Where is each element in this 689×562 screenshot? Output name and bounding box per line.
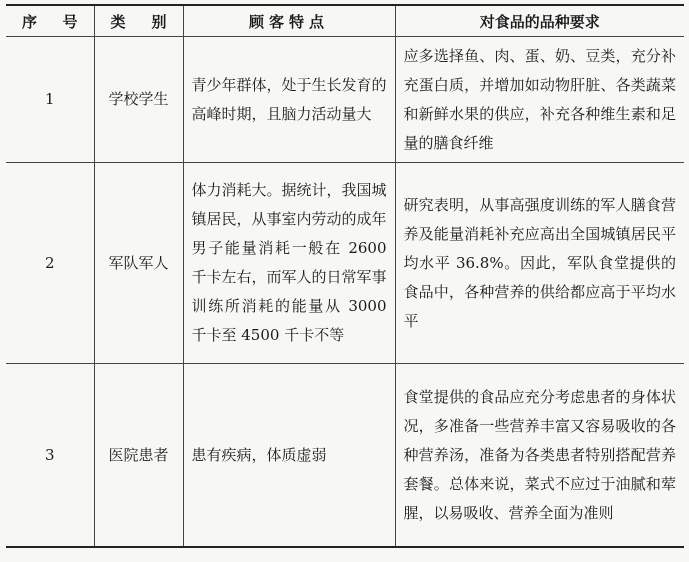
header-requirements-label: 对食品的品种要求 [479,12,600,31]
row-requirements: 应多选择鱼、肉、蛋、奶、豆类，充分补充蛋白质，并增加如动物肝脏、各类蔬菜和新鲜水果的供应，补充各种维生素和足量的膳食纤维 [395,37,684,163]
row-category: 学校学生 [94,37,183,163]
customer-food-table [6,4,684,548]
header-requirements [395,5,684,37]
row-number: 2 [6,163,94,364]
header-number-char-1: 序 [22,12,38,31]
header-category-char-2: 别 [151,12,167,31]
row-features: 青少年群体，处于生长发育的高峰时期，且脑力活动量大 [183,37,395,163]
table-header [6,5,684,37]
table-row [6,364,684,548]
row-category: 医院患者 [94,364,183,548]
header-features-label: 顾客特点 [248,12,329,31]
header-category [94,5,183,37]
row-number: 1 [6,37,94,163]
header-category-char-1: 类 [110,12,126,31]
header-number-char-2: 号 [62,12,78,31]
row-requirements: 食堂提供的食品应充分考虑患者的身体状况，多准备一些营养丰富又容易吸收的各种营养汤，准备为各类患者特别搭配营养套餐。总体来说，菜式不应过于油腻和荤腥，以易吸收、营养全面为准则 [395,364,684,548]
row-category: 军队军人 [94,163,183,364]
row-features: 体力消耗大。据统计，我国城镇居民，从事室内劳动的成年男子能量消耗一般在 2600 千卡左右，而军人的日常军事训练所消耗的能量从 3000 千卡至 4500 千卡不等 [183,163,395,364]
table-row [6,163,684,364]
row-number: 3 [6,364,94,548]
header-features [183,5,395,37]
header-number [6,5,94,37]
table-row [6,37,684,163]
row-requirements: 研究表明，从事高强度训练的军人膳食营养及能量消耗补充应高出全国城镇居民平均水平 36.8%。因此，军队食堂提供的食品中，各种营养的供给都应高于平均水平 [395,163,684,364]
row-features: 患有疾病，体质虚弱 [183,364,395,548]
